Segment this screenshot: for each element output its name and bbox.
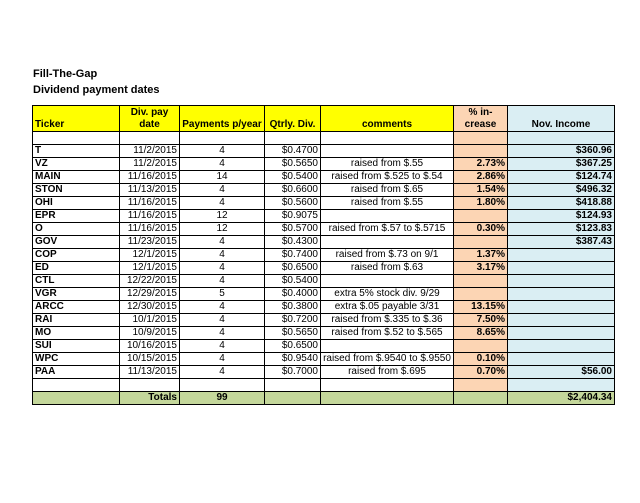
cell-comment[interactable]: raised from $.57 to $.5715 xyxy=(321,223,454,236)
cell-payments[interactable]: 4 xyxy=(180,301,265,314)
cell-nov-income[interactable]: $387.43 xyxy=(508,236,615,249)
cell-nov-income[interactable]: $418.88 xyxy=(508,197,615,210)
cell-ticker[interactable]: MO xyxy=(33,327,120,340)
cell-qtrly-div[interactable]: $0.4700 xyxy=(265,145,321,158)
table-row xyxy=(33,158,615,171)
cell-comment[interactable]: extra $.05 payable 3/31 xyxy=(321,301,454,314)
cell-comment[interactable]: raised from $.52 to $.565 xyxy=(321,327,454,340)
table-row xyxy=(33,262,615,275)
cell-qtrly-div[interactable]: $0.5650 xyxy=(265,158,321,171)
table-row xyxy=(33,197,615,210)
cell-comment[interactable]: raised from $.63 xyxy=(321,262,454,275)
cell-comment[interactable]: raised from $.9540 to $.9550 xyxy=(321,353,454,366)
cell-qtrly-div[interactable]: $0.4000 xyxy=(265,288,321,301)
header-div-pay-date[interactable]: Div. pay date xyxy=(120,106,180,132)
cell-div-pay-date[interactable]: 11/2/2015 xyxy=(120,145,180,158)
table-row xyxy=(33,301,615,314)
cell-div-pay-date[interactable]: 11/2/2015 xyxy=(120,158,180,171)
cell-nov-income[interactable] xyxy=(508,353,615,366)
cell-pct-increase[interactable]: 1.80% xyxy=(454,197,508,210)
cell-payments[interactable]: 5 xyxy=(180,288,265,301)
cell-ticker[interactable]: EPR xyxy=(33,210,120,223)
cell-pct-increase[interactable]: 2.86% xyxy=(454,171,508,184)
cell-payments[interactable] xyxy=(180,132,265,145)
header-nov-income[interactable]: Nov. Income xyxy=(508,106,615,132)
cell-nov-income[interactable] xyxy=(508,379,615,392)
cell-ticker[interactable]: COP xyxy=(33,249,120,262)
totals-payments[interactable]: 99 xyxy=(180,392,265,405)
cell-ticker[interactable]: RAI xyxy=(33,314,120,327)
cell-ticker[interactable]: ED xyxy=(33,262,120,275)
cell-blank[interactable] xyxy=(33,392,120,405)
header-pct-increase[interactable]: % in-crease xyxy=(454,106,508,132)
cell-payments[interactable]: 4 xyxy=(180,327,265,340)
totals-label[interactable]: Totals xyxy=(120,392,180,405)
header-qtrly-div[interactable]: Qtrly. Div. xyxy=(265,106,321,132)
sheet-title: Fill-The-Gap xyxy=(33,68,98,80)
cell-div-pay-date[interactable]: 11/16/2015 xyxy=(120,171,180,184)
cell-pct-increase[interactable] xyxy=(454,132,508,145)
cell-pct-increase[interactable] xyxy=(454,340,508,353)
cell-qtrly-div[interactable]: $0.6500 xyxy=(265,340,321,353)
cell-ticker[interactable]: GOV xyxy=(33,236,120,249)
cell-nov-income[interactable]: $123.83 xyxy=(508,223,615,236)
cell-qtrly-div[interactable]: $0.9075 xyxy=(265,210,321,223)
cell-pct-increase[interactable]: 8.65% xyxy=(454,327,508,340)
header-comments[interactable]: comments xyxy=(321,106,454,132)
cell-qtrly-div[interactable]: $0.3800 xyxy=(265,301,321,314)
cell-pct-increase[interactable]: 1.54% xyxy=(454,184,508,197)
cell-nov-income[interactable] xyxy=(508,314,615,327)
cell-payments[interactable]: 4 xyxy=(180,197,265,210)
totals-row xyxy=(33,392,615,405)
cell-qtrly-div[interactable]: $0.7000 xyxy=(265,366,321,379)
cell-ticker[interactable]: O xyxy=(33,223,120,236)
cell-div-pay-date[interactable]: 11/16/2015 xyxy=(120,210,180,223)
table-row xyxy=(33,171,615,184)
cell-div-pay-date[interactable]: 10/9/2015 xyxy=(120,327,180,340)
cell-blank[interactable] xyxy=(265,392,321,405)
cell-nov-income[interactable] xyxy=(508,340,615,353)
cell-payments[interactable]: 4 xyxy=(180,314,265,327)
cell-comment[interactable]: raised from $.335 to $.36 xyxy=(321,314,454,327)
cell-qtrly-div[interactable]: $0.7400 xyxy=(265,249,321,262)
totals-income[interactable]: $2,404.34 xyxy=(508,392,615,405)
dividend-table xyxy=(32,105,615,405)
cell-payments[interactable]: 4 xyxy=(180,262,265,275)
cell-ticker[interactable]: VGR xyxy=(33,288,120,301)
cell-qtrly-div[interactable]: $0.4300 xyxy=(265,236,321,249)
cell-qtrly-div[interactable]: $0.5600 xyxy=(265,197,321,210)
cell-qtrly-div[interactable]: $0.6600 xyxy=(265,184,321,197)
cell-comment[interactable] xyxy=(321,275,454,288)
cell-payments[interactable]: 12 xyxy=(180,223,265,236)
cell-div-pay-date[interactable]: 12/22/2015 xyxy=(120,275,180,288)
cell-payments[interactable]: 4 xyxy=(180,249,265,262)
cell-qtrly-div[interactable]: $0.5400 xyxy=(265,171,321,184)
cell-nov-income[interactable] xyxy=(508,275,615,288)
cell-comment[interactable]: extra 5% stock div. 9/29 xyxy=(321,288,454,301)
table-row xyxy=(33,353,615,366)
cell-comment[interactable]: raised from $.695 xyxy=(321,366,454,379)
table-row xyxy=(33,249,615,262)
header-ticker[interactable]: Ticker xyxy=(33,106,120,132)
cell-comment[interactable]: raised from $.55 xyxy=(321,197,454,210)
cell-nov-income[interactable]: $367.25 xyxy=(508,158,615,171)
table-row xyxy=(33,223,615,236)
cell-comment[interactable]: raised from $.65 xyxy=(321,184,454,197)
cell-ticker[interactable]: T xyxy=(33,145,120,158)
cell-nov-income[interactable]: $496.32 xyxy=(508,184,615,197)
cell-ticker[interactable]: MAIN xyxy=(33,171,120,184)
cell-div-pay-date[interactable]: 11/16/2015 xyxy=(120,197,180,210)
cell-comment[interactable] xyxy=(321,210,454,223)
cell-nov-income[interactable]: $124.74 xyxy=(508,171,615,184)
cell-qtrly-div[interactable]: $0.5650 xyxy=(265,327,321,340)
cell-nov-income[interactable] xyxy=(508,288,615,301)
cell-nov-income[interactable] xyxy=(508,262,615,275)
cell-qtrly-div[interactable]: $0.7200 xyxy=(265,314,321,327)
cell-div-pay-date[interactable]: 10/16/2015 xyxy=(120,340,180,353)
cell-pct-increase[interactable] xyxy=(454,379,508,392)
cell-ticker[interactable]: VZ xyxy=(33,158,120,171)
cell-ticker[interactable] xyxy=(33,379,120,392)
cell-payments[interactable]: 4 xyxy=(180,236,265,249)
cell-nov-income[interactable] xyxy=(508,249,615,262)
cell-div-pay-date[interactable] xyxy=(120,132,180,145)
cell-div-pay-date[interactable]: 12/1/2015 xyxy=(120,249,180,262)
header-payments[interactable]: Payments p/year xyxy=(180,106,265,132)
table-row xyxy=(33,379,615,392)
table-row xyxy=(33,145,615,158)
cell-pct-increase[interactable]: 0.10% xyxy=(454,353,508,366)
cell-qtrly-div[interactable]: $0.5400 xyxy=(265,275,321,288)
cell-pct-increase[interactable]: 3.17% xyxy=(454,262,508,275)
table-row xyxy=(33,366,615,379)
cell-nov-income[interactable] xyxy=(508,301,615,314)
cell-pct-increase[interactable]: 7.50% xyxy=(454,314,508,327)
cell-payments[interactable] xyxy=(180,379,265,392)
cell-payments[interactable]: 4 xyxy=(180,366,265,379)
cell-comment[interactable] xyxy=(321,340,454,353)
cell-div-pay-date[interactable]: 11/23/2015 xyxy=(120,236,180,249)
cell-comment[interactable] xyxy=(321,379,454,392)
cell-payments[interactable]: 4 xyxy=(180,184,265,197)
cell-pct-increase[interactable] xyxy=(454,288,508,301)
cell-pct-increase[interactable] xyxy=(454,210,508,223)
cell-nov-income[interactable]: $124.93 xyxy=(508,210,615,223)
cell-qtrly-div[interactable]: $0.9540 xyxy=(265,353,321,366)
cell-ticker[interactable]: ARCC xyxy=(33,301,120,314)
cell-qtrly-div[interactable]: $0.5700 xyxy=(265,223,321,236)
cell-payments[interactable]: 4 xyxy=(180,145,265,158)
cell-payments[interactable]: 4 xyxy=(180,275,265,288)
cell-pct-increase[interactable]: 0.70% xyxy=(454,366,508,379)
cell-ticker[interactable]: CTL xyxy=(33,275,120,288)
cell-pct-increase[interactable]: 1.37% xyxy=(454,249,508,262)
table-row xyxy=(33,288,615,301)
cell-div-pay-date[interactable]: 12/1/2015 xyxy=(120,262,180,275)
cell-div-pay-date[interactable]: 10/1/2015 xyxy=(120,314,180,327)
cell-payments[interactable]: 4 xyxy=(180,158,265,171)
cell-pct-increase[interactable]: 13.15% xyxy=(454,301,508,314)
table-row xyxy=(33,132,615,145)
cell-nov-income[interactable] xyxy=(508,327,615,340)
cell-div-pay-date[interactable]: 12/30/2015 xyxy=(120,301,180,314)
cell-blank[interactable] xyxy=(321,392,454,405)
cell-qtrly-div[interactable] xyxy=(265,132,321,145)
cell-pct-increase[interactable] xyxy=(454,236,508,249)
cell-payments[interactable]: 14 xyxy=(180,171,265,184)
cell-comment[interactable] xyxy=(321,132,454,145)
header-row xyxy=(33,106,615,132)
cell-div-pay-date[interactable] xyxy=(120,379,180,392)
cell-comment[interactable]: raised from $.73 on 9/1 xyxy=(321,249,454,262)
cell-nov-income[interactable]: $56.00 xyxy=(508,366,615,379)
table-row xyxy=(33,327,615,340)
sheet-subtitle: Dividend payment dates xyxy=(33,84,160,96)
cell-ticker[interactable]: SUI xyxy=(33,340,120,353)
table-row xyxy=(33,314,615,327)
cell-div-pay-date[interactable]: 10/15/2015 xyxy=(120,353,180,366)
cell-blank[interactable] xyxy=(454,392,508,405)
cell-nov-income[interactable]: $360.96 xyxy=(508,145,615,158)
cell-pct-increase[interactable]: 2.73% xyxy=(454,158,508,171)
table-row xyxy=(33,236,615,249)
cell-ticker[interactable]: STON xyxy=(33,184,120,197)
table-row xyxy=(33,184,615,197)
cell-comment[interactable] xyxy=(321,145,454,158)
cell-comment[interactable]: raised from $.525 to $.54 xyxy=(321,171,454,184)
table-row xyxy=(33,210,615,223)
cell-pct-increase[interactable] xyxy=(454,145,508,158)
cell-div-pay-date[interactable]: 11/13/2015 xyxy=(120,366,180,379)
cell-pct-increase[interactable] xyxy=(454,275,508,288)
cell-pct-increase[interactable]: 0.30% xyxy=(454,223,508,236)
table-row xyxy=(33,275,615,288)
cell-payments[interactable]: 12 xyxy=(180,210,265,223)
cell-qtrly-div[interactable]: $0.6500 xyxy=(265,262,321,275)
cell-ticker[interactable]: OHI xyxy=(33,197,120,210)
cell-ticker[interactable]: WPC xyxy=(33,353,120,366)
cell-comment[interactable]: raised from $.55 xyxy=(321,158,454,171)
cell-div-pay-date[interactable]: 12/29/2015 xyxy=(120,288,180,301)
cell-payments[interactable]: 4 xyxy=(180,340,265,353)
cell-ticker[interactable]: PAA xyxy=(33,366,120,379)
cell-ticker[interactable] xyxy=(33,132,120,145)
cell-payments[interactable]: 4 xyxy=(180,353,265,366)
table-row xyxy=(33,340,615,353)
cell-qtrly-div[interactable] xyxy=(265,379,321,392)
cell-div-pay-date[interactable]: 11/13/2015 xyxy=(120,184,180,197)
cell-div-pay-date[interactable]: 11/16/2015 xyxy=(120,223,180,236)
cell-nov-income[interactable] xyxy=(508,132,615,145)
cell-comment[interactable] xyxy=(321,236,454,249)
